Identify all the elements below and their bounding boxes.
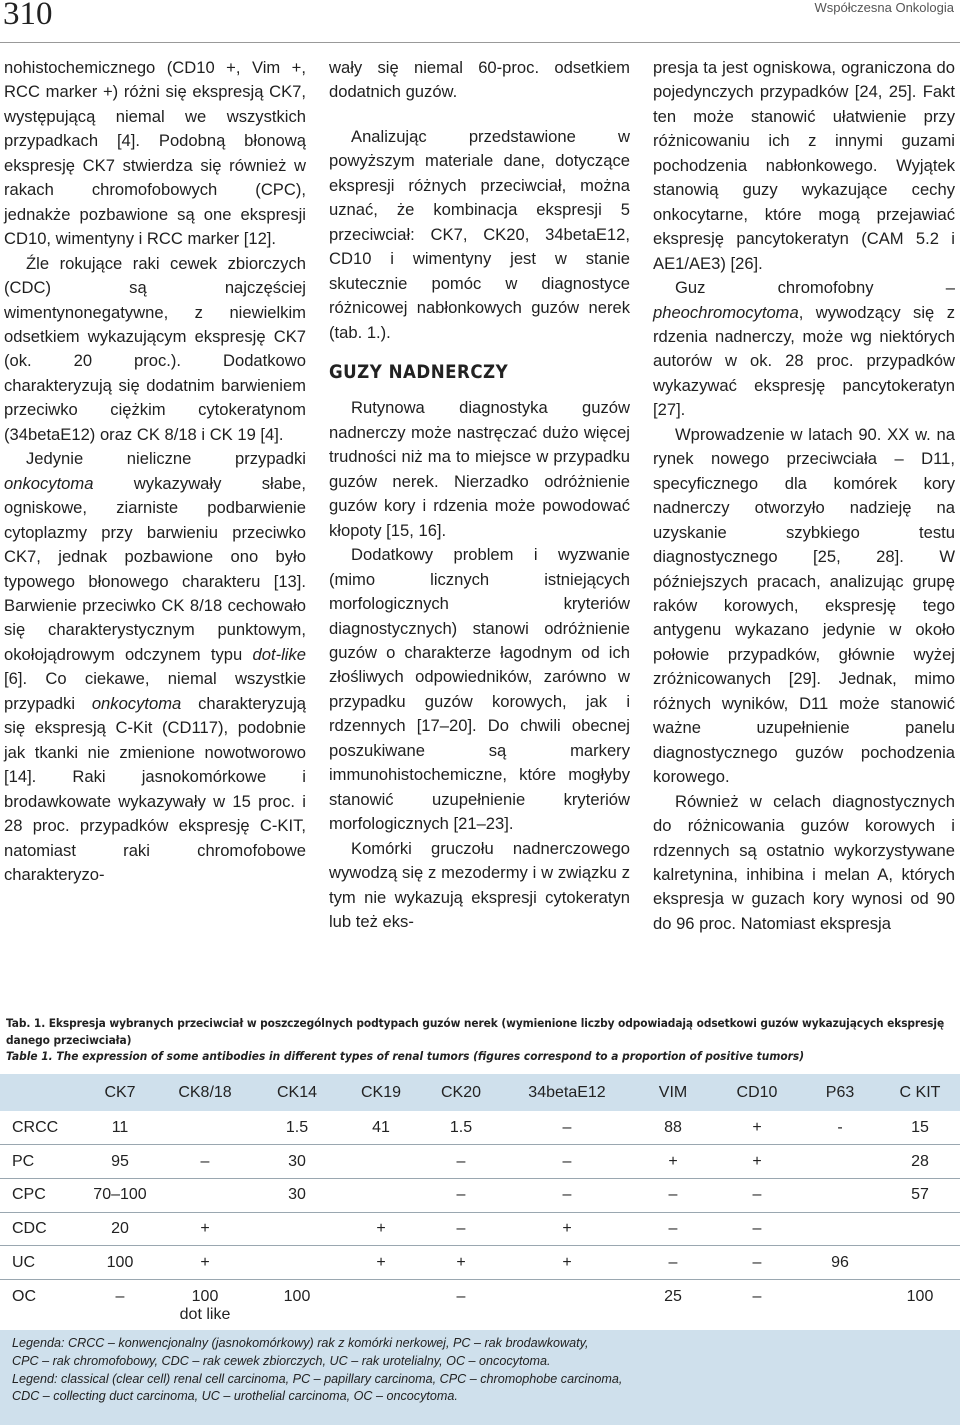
table-cell: 1.5 — [449, 1118, 473, 1136]
table-header-row — [0, 1074, 960, 1111]
table-cell: – — [562, 1118, 572, 1136]
table-cell: + — [752, 1118, 762, 1136]
section-heading: GUZY NADNERCZY — [329, 361, 509, 383]
table-cell: – — [668, 1219, 678, 1237]
table-caption-english: Table 1. The expression of some antibodies in different types of renal tumors (figures correspond to a proportion of positive tumors) — [6, 1049, 805, 1063]
paragraph: Dodatkowy problem i wyzwanie (mimo licznych istniejących morfologicznych kryteriów diagnostycznych) stanowi odróżnienie guzów o charakterze łagodnym od ich złośliwych odpowiedników, zarówno w przypadku guzów korowych, jak i rdzennych [17–20]. Do chwili obecnej poszukiwane są markery immunohistochemiczne, które mogłyby stanowić uzupełnienie kryteriów morfologicznych [21–23]. — [329, 545, 630, 834]
paragraph: Źle rokujące raki cewek zbiorczych (CDC) są najczęściej wimentynonegatywne, z niewielkim odsetkiem wykazującym ekspresję CK7 (ok. 20 proc.). Dodatkowo charakteryzują się dodatnim barwieniem przeciwko ciężkim cytokeratynom (34betaE12) oraz CK 8/18 i CK 19 [4]. — [4, 253, 306, 444]
table-cell — [502, 1279, 632, 1329]
table-cell: 95 — [111, 1152, 129, 1170]
table-cell — [252, 1212, 342, 1246]
paragraph: presja ta jest ogniskowa, ograniczona do pojedynczych przypadków [24, 25]. Fakt ten może stanowić ułatwienie przy różnicowaniu ich z innymi guzami pochodzenia nabłonkowego. Wyjątek stanowią guzy wykazujące cechy onkocytarne, które mogą przejawiać ekspresję pancytokeratyn (CAM 5.2 i AE1/AE3) [26]. — [653, 58, 955, 273]
table-cell: – — [200, 1152, 210, 1170]
paragraph: Analizując przedstawione w powyższym materiale dane, dotyczące ekspresji różnych przeciwciał, można uznać, że kombinacja ekspresji 5 przeciwciał: CK7, CK20, 34betaE12, CD10 i wimentyny jest w stanie skutecznie pomóc w diagnostyce różnicowej nabłonkowych guzów nerek (tab. 1.). — [329, 126, 630, 342]
table-column-header: VIM — [658, 1083, 688, 1101]
table-cell — [342, 1279, 420, 1329]
table-cell: 96 — [831, 1253, 849, 1271]
table-cell: + — [562, 1219, 572, 1237]
table-cell — [800, 1145, 880, 1179]
paragraph: Również w celach diagnostycznych do różnicowania guzów korowych i rdzennych są ostatnio wykorzystywane kalretynina, inhibina i melan A, których ekspresja w guzach kory wynosi od 90 do 96 proc. Natomiast ekspresja — [653, 791, 955, 933]
table-cell: 100 — [283, 1287, 311, 1305]
table-cell: + — [752, 1152, 762, 1170]
paragraph: wały się niemal 60-proc. odsetkiem dodatnich guzów. — [329, 58, 630, 102]
table-cell — [800, 1279, 880, 1329]
table-row-label: UC — [12, 1253, 36, 1271]
table-row — [0, 1145, 960, 1179]
text-column-2 — [329, 56, 630, 934]
table-cell: + — [200, 1219, 210, 1237]
table-cell: 57 — [911, 1186, 929, 1204]
table-cell: – — [752, 1253, 762, 1271]
legend-line: CPC – rak chromofobowy, CDC – rak cewek zbiorczych, UC – rak urotelialny, OC – oncocytoma. — [12, 1353, 551, 1368]
legend-line: CDC – collecting duct carcinoma, UC – urothelial carcinoma, OC – oncocytoma. — [12, 1389, 458, 1404]
page-number: 310 — [3, 0, 53, 32]
table-column-header: 34betaE12 — [528, 1083, 606, 1101]
table-cell — [342, 1145, 420, 1179]
table-cell: + — [200, 1253, 210, 1271]
table-cell: 41 — [372, 1118, 390, 1136]
table-cell: 30 — [288, 1152, 306, 1170]
table-row-label: CPC — [12, 1186, 46, 1204]
table-cell: – — [562, 1152, 572, 1170]
table-row-label: OC — [12, 1287, 36, 1305]
paragraph: Guz chromofobny – pheochromocytoma, wywodzący się z rdzenia nadnerczy, może wg niektórych autorów w ok. 28 proc. przypadków wykazywać ekspresję pancytokeratyn [27]. — [653, 278, 955, 420]
table-row — [0, 1246, 960, 1280]
table-column-header: CK7 — [104, 1083, 136, 1101]
table-cell: – — [456, 1186, 466, 1204]
table-cell: – — [115, 1287, 125, 1305]
legend-line: Legend: classical (clear cell) renal cell carcinoma, PC – papillary carcinoma, CPC – chromophobe carcinoma, — [12, 1371, 623, 1386]
table-cell: 15 — [911, 1118, 929, 1136]
table-row — [0, 1111, 960, 1145]
table-cell: + — [562, 1253, 572, 1271]
paragraph: nohistochemicznego (CD10 +, Vim +, RCC marker +) różni się ekspresją CK7, występującą niemal we wszystkich przypadkach [4]. Podobną błonową ekspresję CK7 stwierdza się również w rakach chromofobowych (CPC), jednakże pozbawione są one ekspresji CD10, wimentyny i RCC marker [12]. — [4, 58, 306, 249]
table-cell: + — [376, 1253, 386, 1271]
table-row — [0, 1279, 960, 1329]
table-cell: 1.5 — [285, 1118, 309, 1136]
table-caption-polish: Tab. 1. Ekspresja wybranych przeciwciał w poszczególnych podtypach guzów nerek (wymienione liczby odpowiadają odsetkowi guzów wykazujących ekspresję danego przeciwciała) — [6, 1016, 945, 1047]
table-column-header: CK20 — [440, 1083, 482, 1101]
table-legend — [0, 1330, 960, 1425]
table-cell: – — [562, 1186, 572, 1204]
paragraph: Rutynowa diagnostyka guzów nadnerczy może nastręczać dużo więcej trudności niż ma to miejsce w przypadku guzów nerek. Nierzadko odróżnienie guzów kory i rdzenia może powodować kłopoty [15, 16]. — [329, 398, 630, 540]
table-row-label: CDC — [12, 1219, 47, 1237]
table-cell: 30 — [288, 1186, 306, 1204]
table-row-label: CRCC — [12, 1118, 59, 1136]
paragraph: Wprowadzenie w latach 90. XX w. na rynek nowego przeciwciała – D11, specyficznego dla komórek kory nadnerczy otworzyło nadzieję na uzyskanie szybkiego testu diagnostycznego [25, 28]. W późniejszych pracach, analizując grupę raków korowych, ekspresję tego antygenu wykazano jedynie w około połowie przypadków, głównie wyżej zróżnicowanych [29]. Jednak, mimo różnych wyników, D11 może stanowić ważne uzupełnienie panelu diagnostycznego guzów pochodzenia korowego. — [653, 424, 955, 787]
table-cell: – — [752, 1219, 762, 1237]
table-cell — [880, 1212, 960, 1246]
table-cell: 20 — [111, 1219, 129, 1237]
table-cell: + — [456, 1253, 466, 1271]
antibody-expression-table — [0, 1074, 960, 1329]
table-cell: 100 dot like — [179, 1287, 231, 1323]
table-cell — [342, 1178, 420, 1212]
table-column-header: P63 — [825, 1083, 855, 1101]
table-cell — [880, 1246, 960, 1280]
table-cell: + — [668, 1152, 678, 1170]
table-cell — [158, 1111, 252, 1145]
table-row — [0, 1178, 960, 1212]
table-cell — [158, 1178, 252, 1212]
table-cell: 100 — [906, 1287, 934, 1305]
table-header-corner — [0, 1074, 82, 1111]
table-column-header: CK14 — [276, 1083, 318, 1101]
table-column-header: C KIT — [899, 1083, 941, 1101]
paragraph: Jedynie nieliczne przypadki onkocytoma wykazywały słabe, ogniskowe, ziarniste podbarwienie cytoplazmy przy barwieniu przeciwko CK7, jednak pozbawione ono było typowego błonowego charakteru [13]. Barwienie przeciwko CK 8/18 cechowało się charakterystycznym punktowym, okołojądrowym odczynem typu dot-like [6]. Co ciekawe, niemal wszystkie przypadki onkocytoma charakteryzują się ekspresją C-Kit (CD117), podobnie jak tkanki nie zmienione nowotworowo [14]. Raki jasnokomórkowe i brodawkowate wykazywały w 15 proc. i 28 proc. przypadków ekspresję C-KIT, natomiast raki chromofobowe charakteryzo- — [4, 449, 306, 884]
table-column-header: CD10 — [736, 1083, 778, 1101]
table-cell: 28 — [911, 1152, 929, 1170]
journal-title: Współczesna Onkologia — [814, 0, 954, 15]
table-row — [0, 1212, 960, 1246]
table-cell: 88 — [664, 1118, 682, 1136]
table-cell — [252, 1246, 342, 1280]
table-cell: – — [456, 1219, 466, 1237]
table-cell: 25 — [664, 1287, 682, 1305]
paragraph: Komórki gruczołu nadnerczowego wywodzą się z mezodermy i w związku z tym nie wykazują ekspresji cytokeratyn lub też eks- — [329, 838, 630, 931]
table-cell — [800, 1178, 880, 1212]
table-cell: – — [752, 1186, 762, 1204]
table-cell: 11 — [111, 1118, 129, 1136]
table-cell: – — [668, 1253, 678, 1271]
table-cell: – — [456, 1152, 466, 1170]
header-divider — [0, 42, 960, 43]
table-column-header: CK19 — [360, 1083, 402, 1101]
text-column-1 — [4, 56, 306, 887]
table-cell — [800, 1212, 880, 1246]
table-cell: – — [668, 1186, 678, 1204]
table-column-header: CK8/18 — [178, 1083, 232, 1101]
table-cell: 100 — [106, 1253, 134, 1271]
legend-line: Legenda: CRCC – konwencjonalny (jasnokomórkowy) rak z komórki nerkowej, PC – rak brodawkowaty, — [12, 1336, 589, 1350]
table-cell: – — [456, 1287, 466, 1305]
table-cell: – — [752, 1287, 762, 1305]
table-row-label: PC — [12, 1152, 35, 1170]
table-cell: - — [837, 1118, 843, 1136]
table-cell: + — [376, 1219, 386, 1237]
text-column-3 — [653, 56, 955, 936]
table-cell: 70–100 — [93, 1186, 147, 1204]
